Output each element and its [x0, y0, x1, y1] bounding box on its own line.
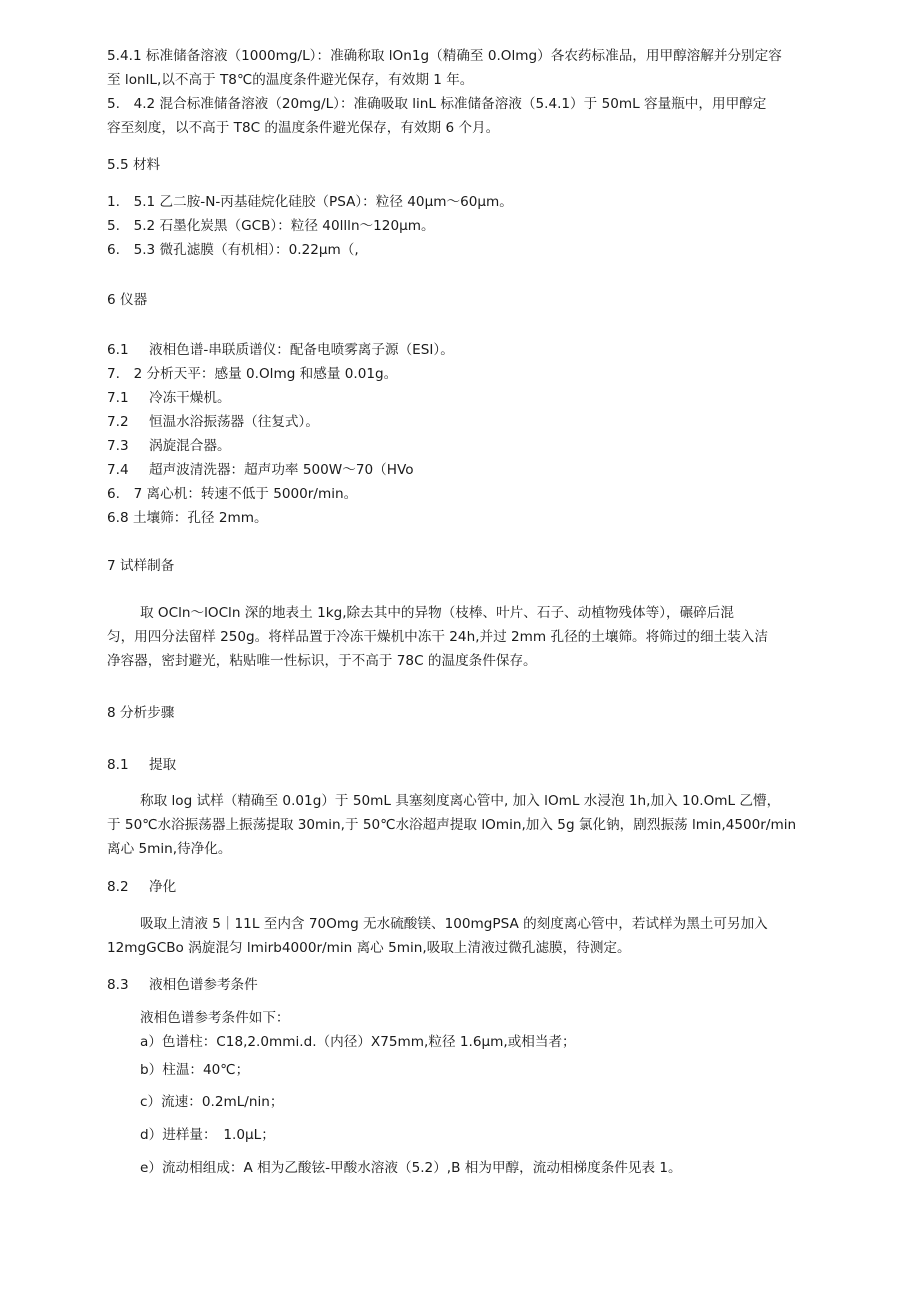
para-7-line2: 匀，用四分法留样 250g。将样品置于冷冻干燥机中冻干 24h,并过 2mm 孔径的土壤筛。将筛过的细土装入洁 [107, 629, 768, 645]
item-text: 超声波清洗器：超声功率 500W～70（HVo [149, 462, 414, 478]
heading-5-5: 5.5 材料 [107, 157, 161, 173]
para-542-line2: 容至刻度，以不高于 T8C 的温度条件避光保存，有效期 6 个月。 [107, 120, 500, 136]
heading-6: 6 仪器 [107, 292, 148, 308]
section-title: 液相色谱参考条件 [149, 977, 258, 993]
para-81-line3: 离心 5min,待净化。 [107, 841, 232, 857]
instrument-item [107, 436, 231, 456]
condition-item: c）流速：0.2mL∕nin； [140, 1094, 284, 1110]
instrument-item [107, 508, 268, 528]
para-81-line2: 于 50℃水浴振荡器上振荡提取 30min,于 50℃水浴超声提取 lOmin,加入 5g 氯化钠，剧烈振荡 lmin,4500r/min [107, 817, 797, 833]
subheading-8-1 [107, 755, 176, 775]
instrument-item [107, 460, 414, 480]
item-text: 恒温水浴振荡器（往复式）。 [149, 414, 319, 430]
para-542-line1: 5. 4.2 混合标准储备溶液（20mg∕L）：准确吸取 linL 标准储备溶液（5.4.1）于 50mL 容量瓶中，用甲醇定 [107, 96, 767, 112]
para-541-line2: 至 lonlL,以不高于 T8℃的温度条件避光保存，有效期 1 年。 [107, 72, 474, 88]
section-number: 8.1 [107, 757, 129, 773]
item-number: 7.1 [107, 390, 129, 406]
condition-item: a）色谱柱：C18,2.0mmi.d.（内径）X75mm,粒径 1.6μm,或相当者； [140, 1034, 576, 1050]
section-number: 8.3 [107, 977, 129, 993]
item-text: 液相色谱-串联质谱仪：配备电喷雾离子源（ESI）。 [149, 342, 454, 358]
material-item: 1. 5.1 乙二胺-N-丙基硅烷化硅胶（PSA）：粒径 40μm～60μm。 [107, 194, 513, 210]
instrument-item [107, 412, 319, 432]
para-7-line1: 取 OCln～lOCln 深的地表土 1kg,除去其中的异物（枝棒、叶片、石子、动植物残体等），碾碎后混 [140, 605, 734, 621]
para-541-line1: 5.4.1 标准储备溶液（1000mg∕L）：准确称取 lOn1g（精确至 0.Olmg）各农药标准品，用甲醇溶解并分别定容 [107, 48, 782, 64]
item-text: 涡旋混合器。 [149, 438, 231, 454]
section-title: 提取 [149, 757, 177, 773]
item-number: 7.4 [107, 462, 129, 478]
subheading-8-3 [107, 975, 258, 995]
item-number: 6.8 土壤筛：孔径 2mm。 [107, 510, 268, 526]
condition-item: b）柱温：40℃； [140, 1062, 250, 1078]
condition-item: e）流动相组成：A 相为乙酸铉-甲酸水溶液（5.2）,B 相为甲醇，流动相梯度条件见表 1。 [140, 1160, 682, 1176]
para-82-line2: 12mgGCBo 涡旋混匀 lmirb4000r/min 离心 5min,吸取上清液过微孔滤膜，待测定。 [107, 940, 631, 956]
item-number: 7. 2 分析天平：感量 0.Olmg 和感量 0.01g。 [107, 366, 398, 382]
para-82-line1: 吸取上清液 5｜11L 至内含 70Omg 无水硫酸镁、100mgPSA 的刻度离心管中，若试样为黑土可另加入 [140, 916, 768, 932]
item-number: 6.1 [107, 342, 129, 358]
item-number: 7.3 [107, 438, 129, 454]
para-7-line3: 净容器，密封避光，粘贴唯一性标识，于不高于 78C 的温度条件保存。 [107, 653, 537, 669]
heading-7: 7 试样制备 [107, 558, 175, 574]
section-number: 8.2 [107, 879, 129, 895]
item-text: 冷冻干燥机。 [149, 390, 231, 406]
condition-item: d）进样量： 1.0μL； [140, 1127, 275, 1143]
item-number: 6. 7 离心机：转速不低于 5000r/min。 [107, 486, 358, 502]
item-number: 7.2 [107, 414, 129, 430]
para-81-line1: 称取 log 试样（精确至 0.01g）于 50mL 具塞刻度离心管中, 加入 lOmL 水浸泡 1h,加入 10.OmL 乙懵， [140, 793, 781, 809]
subheading-8-2 [107, 877, 176, 897]
section-title: 净化 [149, 879, 177, 895]
para-83-intro: 液相色谱参考条件如下： [140, 1010, 290, 1026]
instrument-item [107, 364, 397, 384]
instrument-item [107, 340, 454, 360]
heading-8: 8 分析步骤 [107, 705, 175, 721]
material-item: 5. 5.2 石墨化炭黑（GCB）：粒径 40llln～120μm。 [107, 218, 435, 234]
material-item: 6. 5.3 微孔滤膜（有机相）：0.22μm（, [107, 242, 359, 258]
instrument-item [107, 388, 231, 408]
instrument-item [107, 484, 357, 504]
